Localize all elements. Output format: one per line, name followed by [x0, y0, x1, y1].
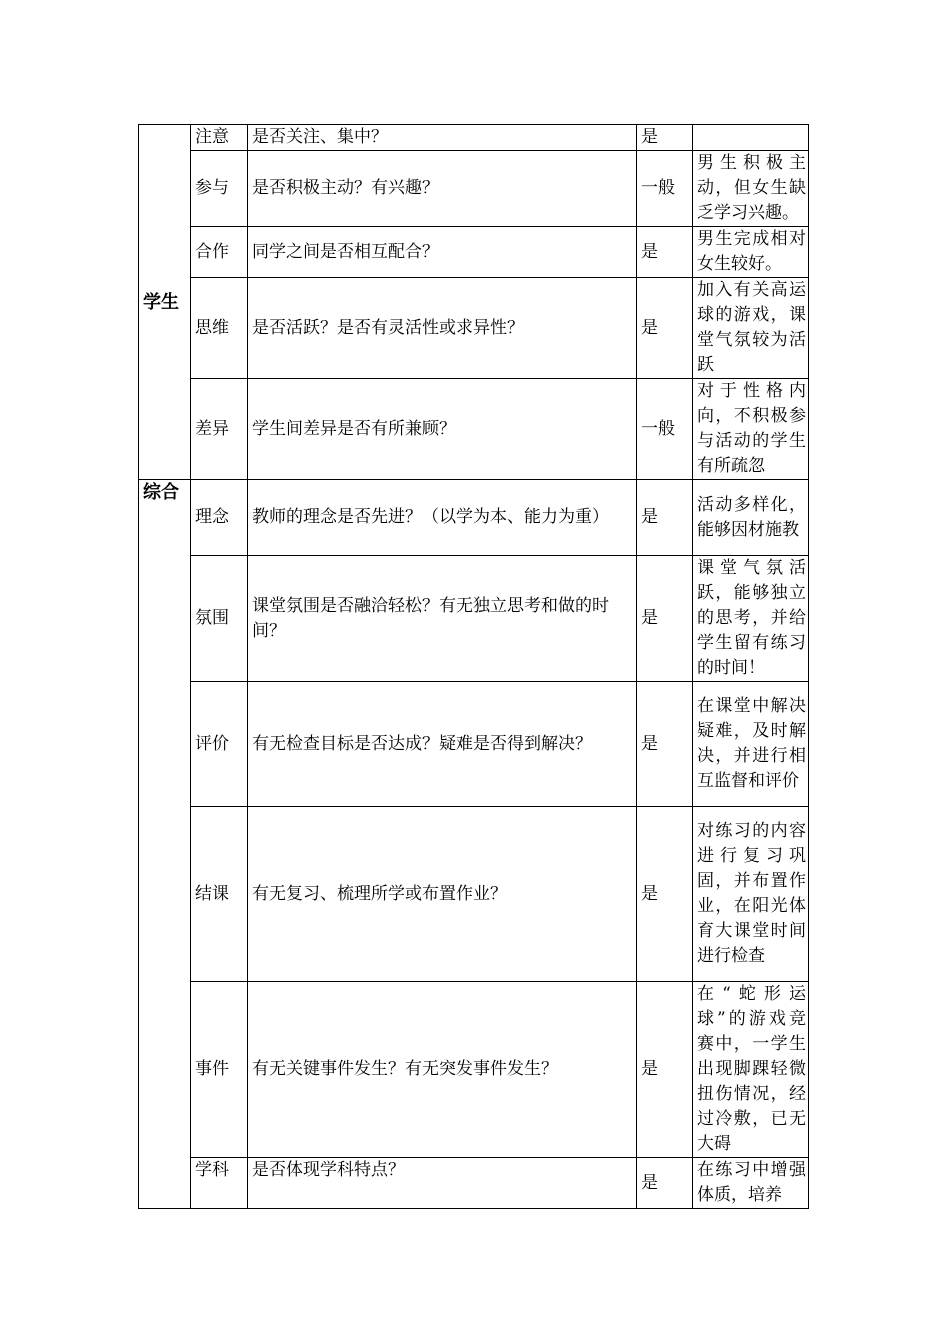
question-cell: 是否关注、集中？ [248, 125, 637, 151]
result-cell: 是 [637, 556, 693, 682]
table-row [139, 556, 809, 682]
result-cell: 一般 [637, 151, 693, 227]
table-row [139, 125, 809, 151]
question-cell: 教师的理念是否先进？（以学为本、能力为重） [248, 480, 637, 556]
result-cell: 是 [637, 682, 693, 807]
aspect-cell: 注意 [191, 125, 248, 151]
note-cell: 活动多样化，能够因材施教 [693, 480, 809, 556]
table-row [139, 278, 809, 379]
table-row [139, 682, 809, 807]
question-cell: 课堂氛围是否融洽轻松？有无独立思考和做的时间？ [248, 556, 637, 682]
aspect-cell: 思维 [191, 278, 248, 379]
result-cell: 是 [637, 807, 693, 982]
table-row [139, 982, 809, 1158]
note-cell: 男生完成相对女生较好。 [693, 227, 809, 278]
question-cell: 同学之间是否相互配合？ [248, 227, 637, 278]
result-cell: 是 [637, 227, 693, 278]
table-row [139, 379, 809, 480]
note-cell: 男生积极主动，但女生缺乏学习兴趣。 [693, 151, 809, 227]
question-cell: 是否积极主动？有兴趣？ [248, 151, 637, 227]
result-cell: 是 [637, 125, 693, 151]
question-cell: 有无检查目标是否达成？疑难是否得到解决？ [248, 682, 637, 807]
aspect-cell: 事件 [191, 982, 248, 1158]
evaluation-table [138, 124, 809, 1209]
category-overall: 综合 [139, 480, 191, 1209]
aspect-cell: 参与 [191, 151, 248, 227]
aspect-cell: 理念 [191, 480, 248, 556]
table-row [139, 807, 809, 982]
question-cell: 有无复习、梳理所学或布置作业？ [248, 807, 637, 982]
result-cell: 是 [637, 982, 693, 1158]
note-cell [693, 125, 809, 151]
result-cell: 一般 [637, 379, 693, 480]
note-cell: 对练习的内容进行复习巩固，并布置作业，在阳光体育大课堂时间进行检查 [693, 807, 809, 982]
table-row [139, 227, 809, 278]
aspect-cell: 合作 [191, 227, 248, 278]
table-row [139, 151, 809, 227]
category-student: 学生 [139, 125, 191, 480]
question-cell: 是否活跃？是否有灵活性或求异性？ [248, 278, 637, 379]
aspect-cell: 氛围 [191, 556, 248, 682]
question-cell: 有无关键事件发生？有无突发事件发生？ [248, 982, 637, 1158]
aspect-cell: 结课 [191, 807, 248, 982]
note-cell: 在课堂中解决疑难，及时解决，并进行相互监督和评价 [693, 682, 809, 807]
note-cell: 加入有关高运球的游戏，课堂气氛较为活跃 [693, 278, 809, 379]
question-cell: 学生间差异是否有所兼顾？ [248, 379, 637, 480]
note-cell: 在“蛇形运球”的游戏竞赛中，一学生出现脚踝轻微扭伤情况，经过冷敷，已无大碍 [693, 982, 809, 1158]
note-cell: 课堂气氛活跃，能够独立的思考，并给学生留有练习的时间！ [693, 556, 809, 682]
aspect-cell: 差异 [191, 379, 248, 480]
result-cell: 是 [637, 480, 693, 556]
result-cell: 是 [637, 1158, 693, 1209]
table-row [139, 480, 809, 556]
note-cell: 在练习中增强体质，培养 [693, 1158, 809, 1209]
aspect-cell: 评价 [191, 682, 248, 807]
aspect-cell: 学科 [191, 1158, 248, 1209]
question-cell: 是否体现学科特点？ [248, 1158, 637, 1209]
note-cell: 对于性格内向，不积极参与活动的学生有所疏忽 [693, 379, 809, 480]
table-row [139, 1158, 809, 1209]
result-cell: 是 [637, 278, 693, 379]
